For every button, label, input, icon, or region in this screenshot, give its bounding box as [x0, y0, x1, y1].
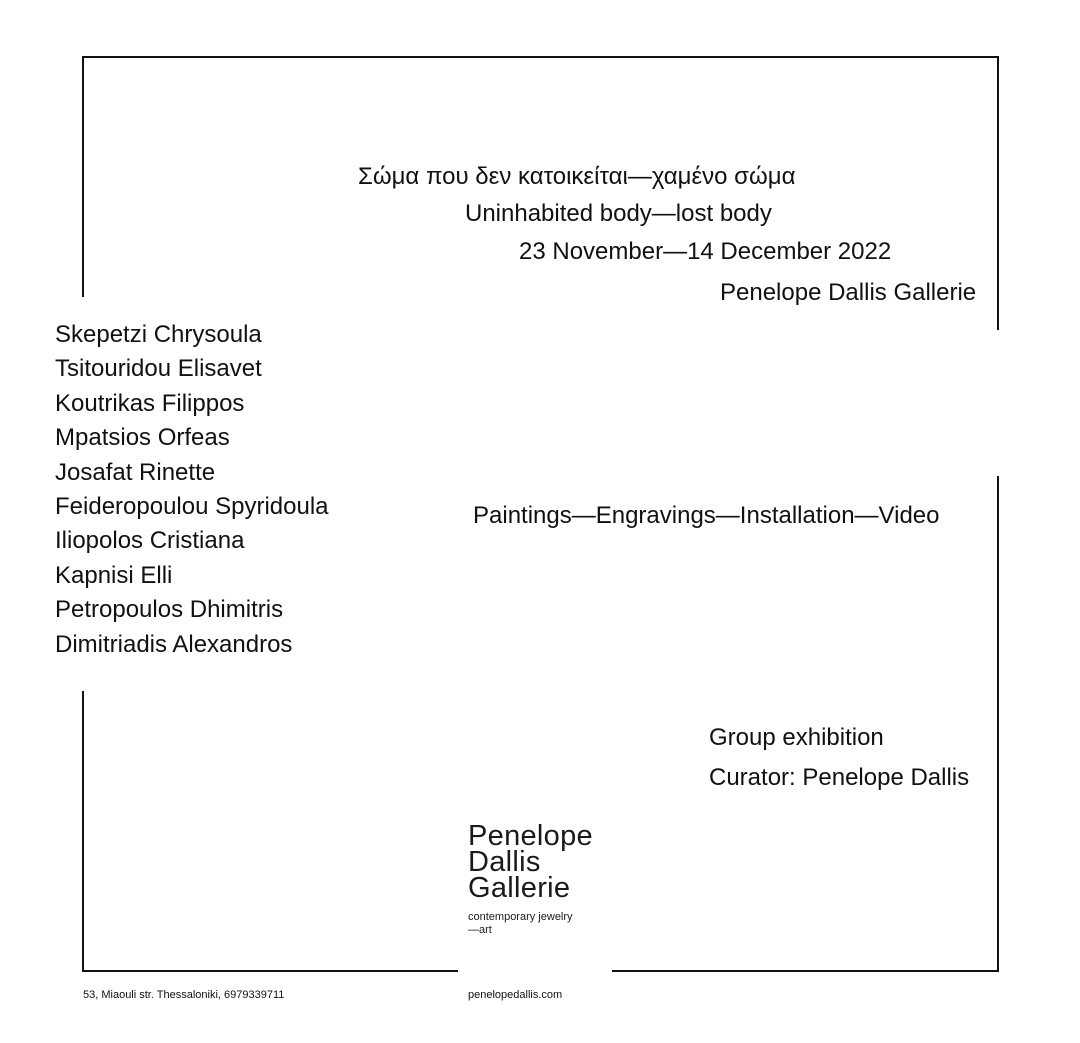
logo-line-2: Dallis	[468, 846, 541, 878]
artist-name: Koutrikas Filippos	[55, 389, 245, 417]
media-types: Paintings—Engravings—Installation—Video	[473, 502, 940, 529]
venue-name: Penelope Dallis Gallerie	[720, 279, 977, 306]
curator: Curator: Penelope Dallis	[709, 764, 970, 791]
gallery-logo	[468, 820, 593, 937]
frame-top-line	[82, 56, 999, 58]
footer-website[interactable]: penelopedallis.com	[468, 989, 563, 1001]
artist-name: Dimitriadis Alexandros	[55, 630, 293, 658]
frame-left-line-upper	[82, 56, 84, 297]
artist-name: Feideropoulou Spyridoula	[55, 493, 329, 521]
logo-tagline-1: contemporary jewelry	[468, 911, 573, 923]
title-english: Uninhabited body—lost body	[465, 200, 772, 227]
artist-name: Skepetzi Chrysoula	[55, 321, 262, 348]
artists-list	[55, 318, 329, 662]
frame-bottom-line-right	[612, 970, 999, 972]
logo-tagline-2: —art	[468, 924, 492, 936]
artist-name: Tsitouridou Elisavet	[55, 355, 262, 383]
artist-name: Mpatsios Orfeas	[55, 424, 230, 452]
artist-name: Iliopolos Cristiana	[55, 527, 245, 555]
exhibition-type: Group exhibition	[709, 724, 884, 751]
footer-address: 53, Miaouli str. Thessaloniki, 6979339711	[83, 989, 285, 1001]
frame-left-line-lower	[82, 691, 84, 971]
frame-right-line-upper	[997, 56, 999, 330]
logo-line-3: Gallerie	[468, 872, 571, 904]
frame-bottom-line-left	[82, 970, 458, 972]
frame-right-line-lower	[997, 476, 999, 971]
title-greek: Σώμα που δεν κατοικείται—χαμένο σώμα	[358, 163, 796, 190]
artist-name: Petropoulos Dhimitris	[55, 596, 284, 624]
logo-line-1: Penelope	[468, 820, 593, 852]
exhibition-dates: 23 November—14 December 2022	[519, 238, 892, 265]
artist-name: Kapnisi Elli	[55, 561, 173, 589]
logo-tagline	[468, 911, 593, 937]
artist-name: Josafat Rinette	[55, 458, 216, 486]
